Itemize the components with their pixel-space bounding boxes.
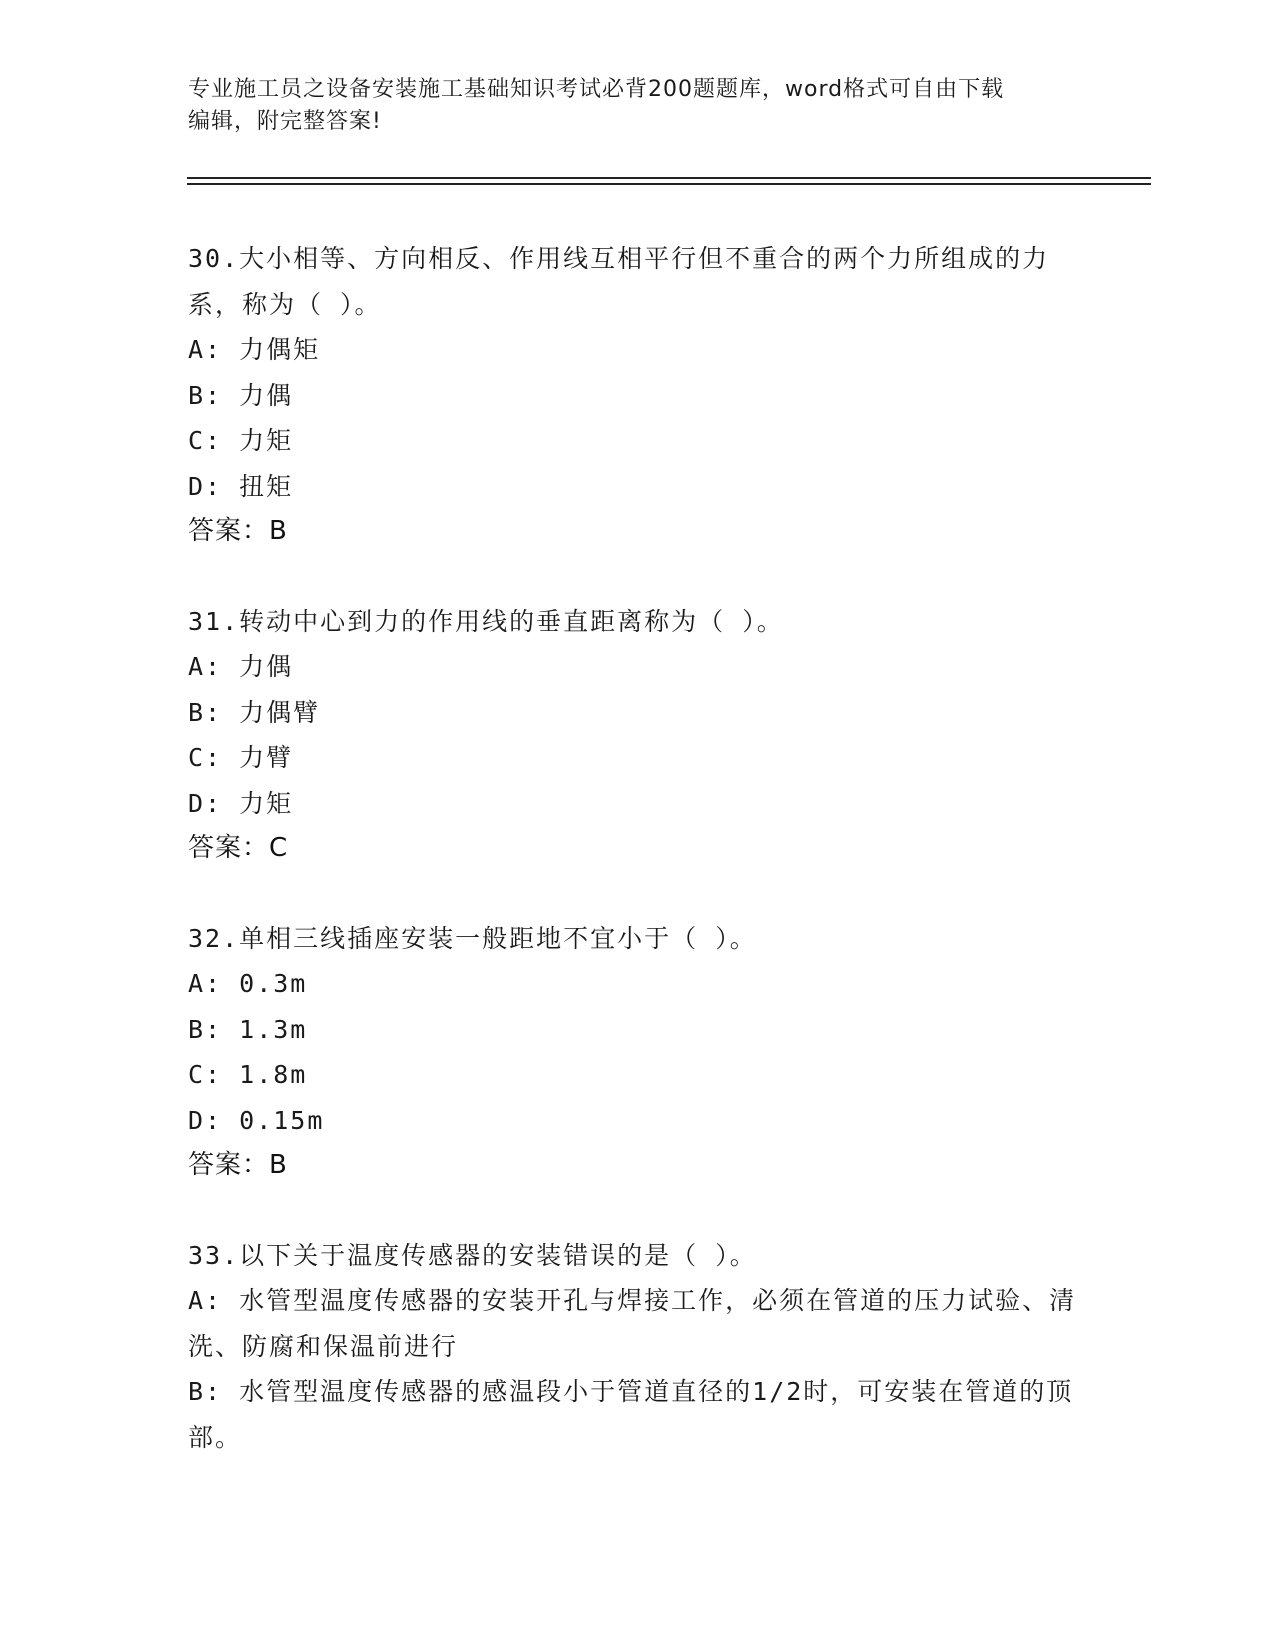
header-divider-top (187, 177, 1151, 179)
question-list (188, 236, 1088, 1504)
question-stem: 31.转动中心到力的作用线的垂直距离称为（ ）。 (188, 606, 784, 636)
question-block (188, 1233, 1088, 1461)
answer-line: 答案：B (188, 516, 288, 546)
option-a: A: 0.3m (188, 969, 308, 998)
page-header (188, 74, 1068, 138)
answer-line: 答案：B (188, 1150, 288, 1180)
header-line-2: 编辑，附完整答案! (188, 109, 382, 134)
option-d: D: 力矩 (188, 788, 294, 818)
option-c: C: 力矩 (188, 426, 294, 455)
option-c: C: 力臂 (188, 743, 294, 772)
option-c: C: 1.8m (188, 1060, 308, 1089)
option-a: A: 水管型温度传感器的安装开孔与焊接工作，必须在管道的压力试验、清洗、防腐和保温前进行 (188, 1286, 1077, 1361)
option-b: B: 力偶 (188, 380, 294, 410)
header-line-1: 专业施工员之设备安装施工基础知识考试必背200题题库，word格式可自由下载 (188, 77, 1005, 102)
question-block (188, 236, 1088, 555)
option-a: A: 力偶矩 (188, 335, 321, 364)
option-a: A: 力偶 (188, 652, 294, 681)
option-d: D: 扭矩 (188, 471, 294, 501)
question-stem: 30.大小相等、方向相反、作用线互相平行但不重合的两个力所组成的力系，称为（ ）。 (188, 244, 1050, 319)
header-divider-bottom (187, 183, 1151, 185)
question-block (188, 916, 1088, 1189)
option-b: B: 水管型温度传感器的感温段小于管道直径的1/2时，可安装在管道的顶部。 (188, 1377, 1074, 1452)
option-b: B: 1.3m (188, 1014, 308, 1044)
option-b: B: 力偶臂 (188, 697, 321, 727)
question-stem: 33.以下关于温度传感器的安装错误的是（ ）。 (188, 1240, 757, 1270)
option-d: D: 0.15m (188, 1105, 325, 1135)
question-block (188, 599, 1088, 872)
question-stem: 32.单相三线插座安装一般距地不宜小于（ ）。 (188, 923, 757, 953)
answer-line: 答案：C (188, 833, 289, 863)
